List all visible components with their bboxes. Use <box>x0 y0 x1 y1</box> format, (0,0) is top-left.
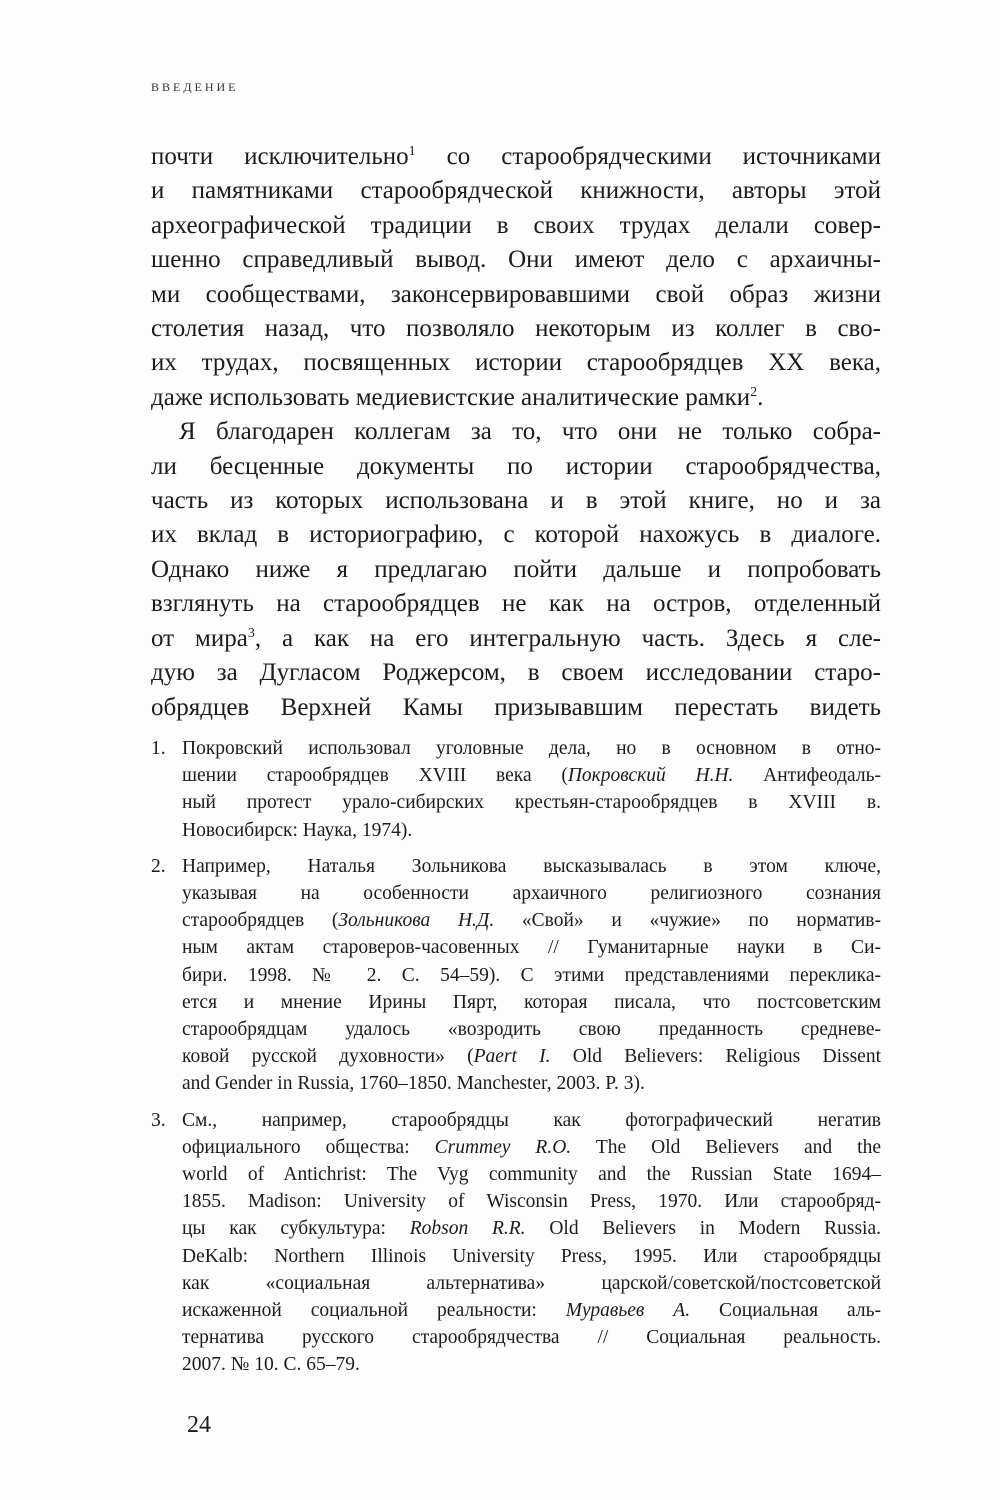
text-run: Однако ниже я предлагаю пойти дальше и попробовать <box>151 555 881 583</box>
footnote-line <box>182 1243 881 1270</box>
footnote-number: 2. <box>151 855 166 877</box>
citation-author: Paert I. <box>473 1046 551 1068</box>
text-run: ный протест урало-сибирских крестьян-старообрядцев в XVIII в. <box>182 792 881 814</box>
footnote-line <box>182 907 881 934</box>
text-run: тернатива русского старообрядчества // Социальная реальность. <box>182 1327 881 1349</box>
footnote <box>151 735 881 844</box>
text-run: археографической традиции в своих трудах делали совер- <box>151 211 881 239</box>
text-run: почти исключительно <box>151 143 409 170</box>
footnote-ref: 2 <box>750 384 758 400</box>
text-run: официального общества: <box>182 1136 435 1158</box>
text-run: Социальная аль- <box>690 1300 881 1322</box>
text-line <box>151 415 881 449</box>
footnote <box>151 853 881 1098</box>
text-run: старообрядцев ( <box>182 910 339 932</box>
text-line <box>151 209 881 243</box>
footnote-line <box>182 1297 881 1324</box>
footnote-ref: 3 <box>247 625 255 641</box>
footnote-line <box>182 880 881 907</box>
text-line <box>151 243 881 277</box>
text-run: ми сообществами, законсервировавшими свой образ жизни <box>151 280 881 308</box>
text-line <box>151 381 881 415</box>
text-run: шенно справедливый вывод. Они имеют дело с архаичны- <box>151 246 881 274</box>
footnote-line <box>182 1270 881 1297</box>
text-line <box>151 174 881 208</box>
text-run: со старообрядческими источниками <box>415 143 881 170</box>
text-run: от мира <box>151 624 248 652</box>
text-run: указывая на особенности архаичного религиозного сознания <box>182 883 881 905</box>
text-run: ется и мнение Ирины Пярт, которая писала, что постсоветским <box>182 991 881 1013</box>
text-run: Я благодарен коллегам за то, что они не только собра- <box>179 418 881 446</box>
text-run: столетия назад, что позволяло некоторым из коллег в сво- <box>151 315 881 343</box>
footnote-number: 1. <box>151 738 166 759</box>
footnote-line <box>182 1161 881 1188</box>
citation-author: Robson R.R. <box>409 1218 526 1240</box>
text-run: ли бесценные документы по истории старообрядчества, <box>151 452 881 480</box>
text-run: шении старообрядцев XVIII века ( <box>182 765 568 787</box>
text-run: . <box>757 383 764 411</box>
footnote-line <box>182 853 881 880</box>
footnote-line <box>182 817 881 844</box>
text-run: DeKalb: Northern Illinois University Press, 1995. Или старообрядцы <box>182 1245 881 1267</box>
footnote-line <box>182 735 881 762</box>
text-run: «Свой» и «чужие» по норматив- <box>494 910 882 932</box>
text-run: Антифеодаль- <box>733 765 881 787</box>
footnote-line <box>182 762 881 789</box>
text-run: 1855. Madison: University of Wisconsin Press, 1970. Или старообряд- <box>182 1191 881 1213</box>
text-run: , а как на его интегральную часть. Здесь я сле- <box>254 624 881 652</box>
text-run: Новосибирск: Наука, 1974). <box>182 819 413 841</box>
footnote-line <box>182 1070 881 1097</box>
text-line <box>151 312 881 346</box>
text-run: ным актам староверов-часовенных // Гуманитарные науки в Си- <box>182 937 881 959</box>
footnote-line <box>182 1107 881 1134</box>
text-run: Покровский использовал уголовные дела, но в основном в отно- <box>182 738 881 759</box>
footnote-line <box>182 1016 881 1043</box>
footnote-line <box>182 1043 881 1070</box>
citation-author: Зольникова Н.Д. <box>338 910 495 932</box>
text-line <box>151 553 881 587</box>
text-run: и памятниками старообрядческой книжности, авторы этой <box>151 177 881 205</box>
text-run: часть из которых использована и в этой книге, но и за <box>151 487 881 515</box>
text-run: как «социальная альтернатива» царской/советской/постсоветской <box>182 1272 881 1294</box>
text-run: 2007. № 10. С. 65–79. <box>182 1354 360 1376</box>
text-line <box>151 656 881 690</box>
text-run: взглянуть на старообрядцев не как на остров, отделенный <box>151 590 881 618</box>
text-run: Например, Наталья Зольникова высказывалась в этом ключе, <box>182 855 881 877</box>
text-run: цы как субкультура: <box>182 1218 410 1240</box>
text-run: ковой русской духовности» ( <box>182 1046 474 1068</box>
page-number: 24 <box>187 1412 211 1438</box>
text-run: Old Believers: Religious Dissent <box>550 1046 881 1068</box>
text-line <box>151 278 881 312</box>
text-run: старообрядцам удалось «возродить свою преданность средневе- <box>182 1019 881 1041</box>
footnote-line <box>182 1188 881 1215</box>
text-line <box>151 691 881 725</box>
footnote-line <box>182 934 881 961</box>
text-line <box>151 587 881 621</box>
text-run: даже использовать медиевистские аналитические рамки <box>151 383 751 411</box>
citation-author: Покровский Н.Н. <box>567 765 734 787</box>
footnote-line <box>182 1134 881 1161</box>
text-run: дую за Дугласом Роджерсом, в своем исследовании старо- <box>151 659 881 687</box>
text-run: бири. 1998. № 2. С. 54–59). С этими представлениями переклика- <box>182 964 881 986</box>
text-run: их трудах, посвященных истории старообрядцев XX века, <box>151 349 881 377</box>
footnote-line <box>182 989 881 1016</box>
citation-author: Муравьев А. <box>565 1300 691 1322</box>
text-line <box>151 518 881 552</box>
footnote-line <box>182 962 881 989</box>
running-head: ВВЕДЕНИЕ <box>151 80 239 94</box>
text-run: and Gender in Russia, 1760–1850. Manchester, 2003. P. 3). <box>182 1073 645 1095</box>
body-text <box>151 140 881 725</box>
footnote-line <box>182 1215 881 1242</box>
text-run: обрядцев Верхней Камы призывавшим перестать видеть <box>151 693 881 721</box>
footnote-line <box>182 1324 881 1351</box>
text-run: The Old Believers and the <box>571 1136 881 1158</box>
footnote-line <box>182 789 881 816</box>
footnote <box>151 1107 881 1379</box>
footnotes <box>151 735 881 1388</box>
text-run: world of Antichrist: The Vyg community and the Russian State 1694– <box>182 1164 881 1186</box>
text-line <box>151 346 881 380</box>
footnote-number: 3. <box>151 1109 166 1131</box>
text-line <box>151 484 881 518</box>
citation-author: Crummey R.O. <box>434 1136 572 1158</box>
footnote-line <box>182 1351 881 1378</box>
text-run: искаженной социальной реальности: <box>182 1300 566 1322</box>
text-run: См., например, старообрядцы как фотографический негатив <box>182 1109 881 1131</box>
text-run: Old Believers in Modern Russia. <box>525 1218 881 1240</box>
text-line <box>151 140 881 174</box>
footnote-ref: 1 <box>408 144 416 159</box>
text-run: их вклад в историографию, с которой нахожусь в диалоге. <box>151 521 881 549</box>
text-line <box>151 622 881 656</box>
text-line <box>151 450 881 484</box>
